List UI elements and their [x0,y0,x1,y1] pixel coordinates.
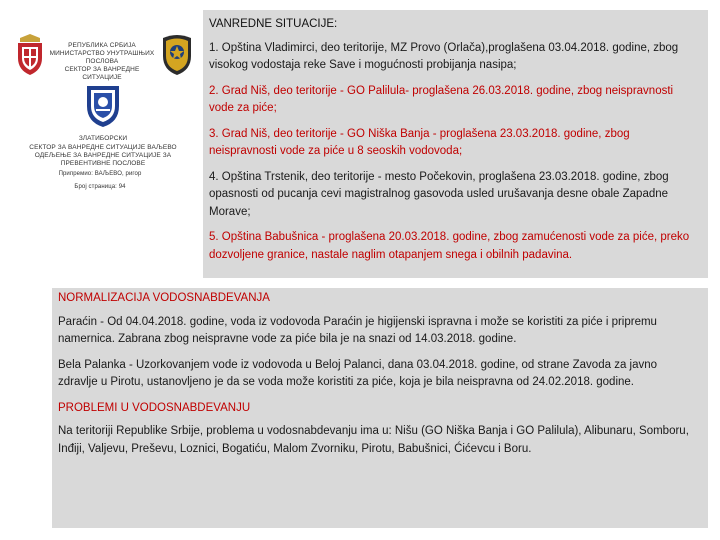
emergency-item: 1. Opština Vladimirci, deo teritorije, MZ Provo (Orlača),proglašena 03.04.2018. godine, zbog visokog vodostaja reke Save i mogućnosti probijanja nasipa; [209,41,679,71]
police-badge-icon [160,32,194,76]
ministry-header [46,42,158,82]
normalization-title: NORMALIZACIJA VODOSNABDEVANJA [58,292,270,304]
problems-title: PROBLEMI U VODOSNABDEVANJU [58,401,251,414]
serbian-coat-of-arms-icon [14,34,46,76]
emergency-item: 2. Grad Niš, deo teritorije - GO Palilula- proglašena 26.03.2018. godine, zbog neispravnosti vode za piće; [209,84,674,114]
sector-heading [28,135,178,168]
paracin-paragraph: Paraćin - Od 04.04.2018. godine, voda iz vodovoda Paraćin je higijenski ispravna i može se koristiti za piće i pripremu namernica. Zabrana zbog neispravne vode za piće bila je na snazi od 14.03.2018. godine. [58,315,657,345]
sector-line: ОДЕЉЕЊЕ ЗА ВАНРЕДНЕ СИТУАЦИЈЕ ЗА ПРЕВЕНТИВНЕ ПОСЛОВЕ [34,152,172,167]
water-supply-box [52,288,708,528]
sector-line: СЕКТОР ЗА ВАНРЕДНЕ СИТУАЦИЈЕ ВАЉЕВО [29,144,177,151]
slide-number: Број страница: 94 [74,184,126,190]
header-line: МИНИСТАРСТВО УНУТРАШЊИХ ПОСЛОВА [49,50,155,65]
emergency-situations-box [203,10,708,278]
emergency-item: 4. Opština Trstenik, deo teritorije - mesto Počekovin, proglašena 23.03.2018. godine, zbog opasnosti od pucanja cevi magistralnog gasovoda usled urušavanja desne obale Zapadne Morave; [209,170,669,218]
problems-paragraph: Na teritoriji Republike Srbije, problema u vodosnabdevanju ima u: Nišu (GO Niška Banja i GO Palilula), Alibunaru, Somboru, Inđiji, Valjevu, Preševu, Loznici, Bogatiću, Malom Zvorniku, Pirotu, Babušnici, Ćićevcu i Boru. [58,425,689,455]
logo-panel [0,0,200,290]
emergency-title: VANREDNE SITUACIJE: [209,18,338,30]
header-line: РЕПУБЛИКА СРБИЈА [68,42,136,49]
emergency-item: 5. Opština Babušnica - proglašena 20.03.2018. godine, zbog zamućenosti vode za piće, preko dozvoljene granice, nastale naglim otapanjem snega i obilnih padavina. [209,231,690,261]
author-line: Припремио: ВАЉЕВО, ригор [58,171,142,177]
sector-line: ЗЛАТИБОРСКИ [78,135,128,142]
header-line: СЕКТОР ЗА ВАНРЕДНЕ СИТУАЦИЈЕ [64,66,140,81]
sector-shield-icon [84,82,122,128]
bela-palanka-paragraph: Bela Palanka - Uzorkovanjem vode iz vodovoda u Beloj Palanci, dana 03.04.2018. godine, od strane Zavoda za javno zdravlje u Pirotu, ustanovljeno je da se voda može koristiti za piće, koja je bila neispravna od 24.02.2018. godine. [58,358,658,388]
emergency-item: 3. Grad Niš, deo teritorije - GO Niška Banja - proglašena 23.03.2018. godine, zbog neispravnosti vode za piće u 8 seoskih vodovoda; [209,127,630,157]
